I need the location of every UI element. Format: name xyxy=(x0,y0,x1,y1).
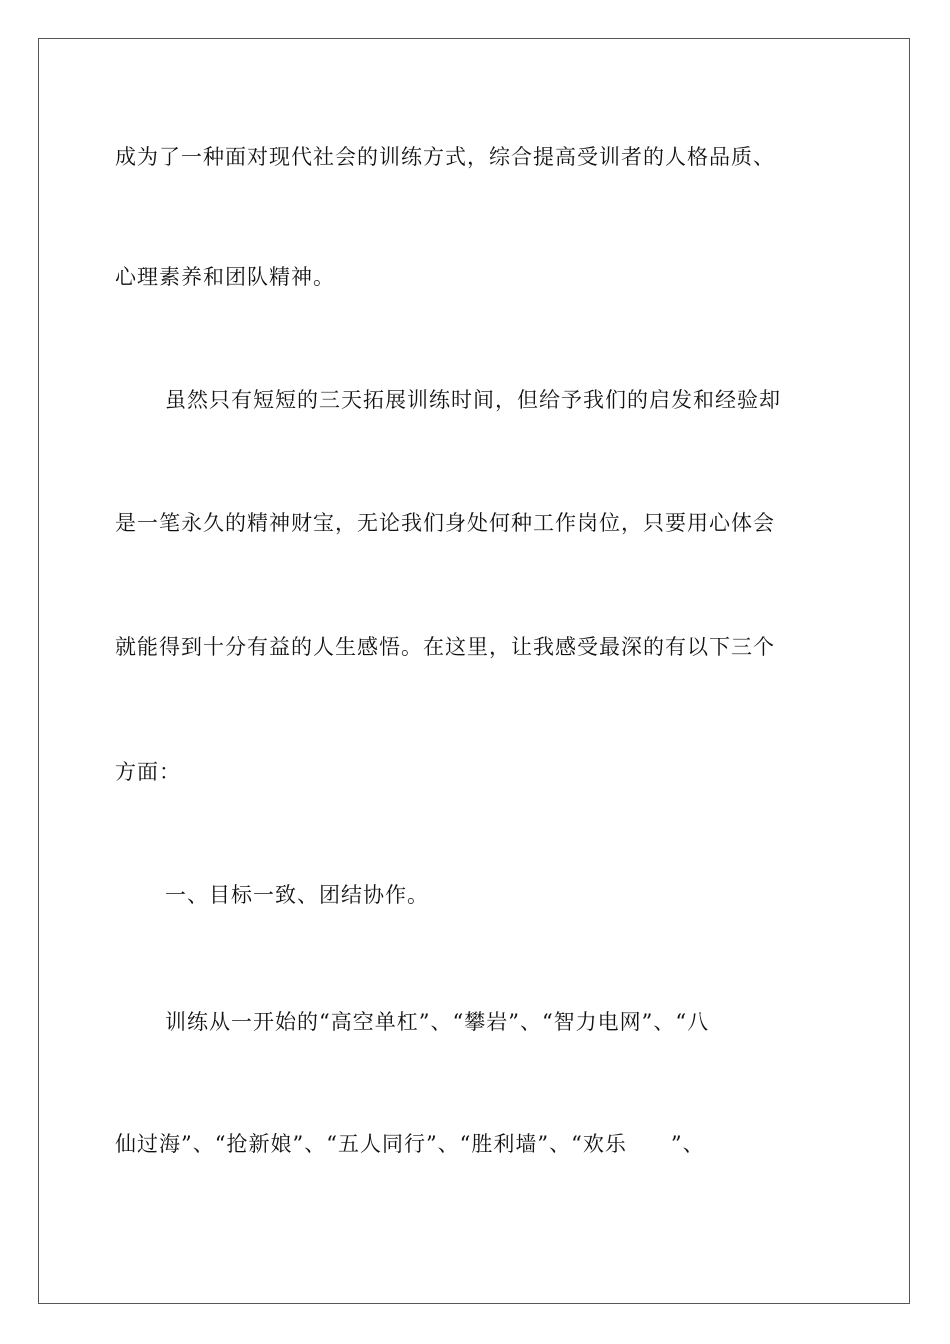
page-border xyxy=(38,38,910,1304)
text-line-1: 成为了一种面对现代社会的训练方式，综合提高受训者的人格品质、 xyxy=(115,145,775,169)
text-line-9: 仙过海”、“抢新娘”、“五人同行”、“胜利墙”、“欢乐 ”、 xyxy=(115,1132,705,1156)
text-line-7: 一、目标一致、团结协作。 xyxy=(165,883,429,907)
text-line-5: 就能得到十分有益的人生感悟。在这里，让我感受最深的有以下三个 xyxy=(115,635,775,659)
text-line-4: 是一笔永久的精神财宝，无论我们身处何种工作岗位，只要用心体会 xyxy=(115,511,775,535)
text-line-3: 虽然只有短短的三天拓展训练时间，但给予我们的启发和经验却 xyxy=(165,388,781,412)
text-line-8: 训练从一开始的“高空单杠”、“攀岩”、“智力电网”、“八 xyxy=(165,1010,710,1034)
text-line-2: 心理素养和团队精神。 xyxy=(115,265,335,289)
text-line-6: 方面： xyxy=(115,760,181,784)
